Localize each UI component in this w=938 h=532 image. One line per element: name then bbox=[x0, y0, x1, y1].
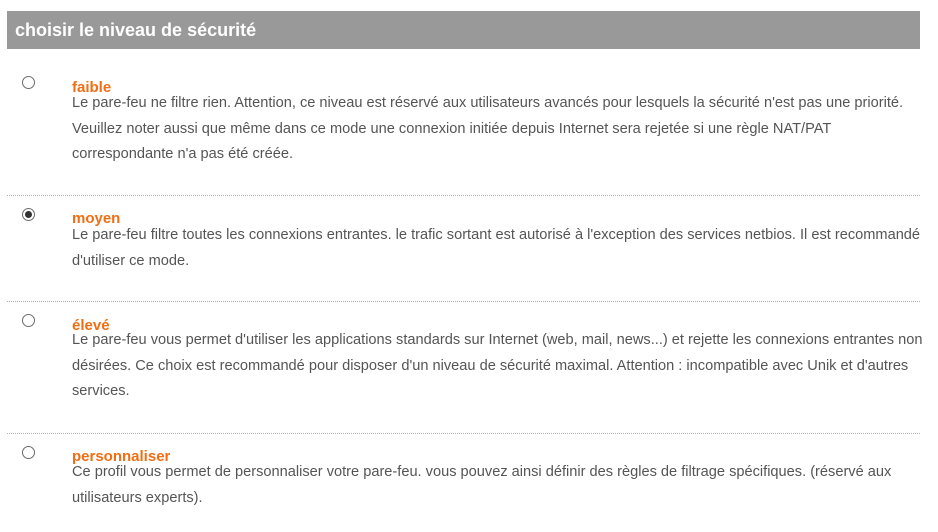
separator bbox=[7, 433, 920, 434]
option-description-personnaliser: Ce profil vous permet de personnaliser votre pare-feu. vous pouvez ainsi définir des règles de filtrage spécifiques. (réservé aux utilisateurs experts). bbox=[72, 464, 892, 506]
separator bbox=[7, 301, 920, 302]
radio-personnaliser[interactable] bbox=[22, 446, 35, 459]
separator bbox=[7, 195, 920, 196]
option-title-moyen: moyen bbox=[72, 210, 121, 227]
option-description-faible: Le pare-feu ne filtre rien. Attention, ce niveau est réservé aux utilisateurs avancés pour lesquels la sécurité n'est pas une priorité. Veuillez noter aussi que même dans ce mode une connexion initiée depuis Internet sera rejetée si une règle NAT/PAT correspondante n'a pas été créée. bbox=[72, 95, 904, 162]
section-header bbox=[7, 11, 920, 49]
option-description-eleve: Le pare-feu vous permet d'utiliser les applications standards sur Internet (web, mail, news...) et rejette les connexions entrantes non désirées. Ce choix est recommandé pour disposer d'un niveau de sécurité maximal. Attention : incompatible avec Unik et d'autres services. bbox=[72, 332, 923, 399]
option-title-faible: faible bbox=[72, 79, 112, 96]
option-title-personnaliser: personnaliser bbox=[72, 448, 171, 465]
option-description-moyen: Le pare-feu filtre toutes les connexions entrantes. le trafic sortant est autorisé à l'exception des services netbios. Il est recommandé d'utiliser ce mode. bbox=[72, 227, 921, 269]
radio-faible[interactable] bbox=[22, 76, 35, 89]
radio-eleve[interactable] bbox=[22, 314, 35, 327]
section-title: choisir le niveau de sécurité bbox=[15, 20, 257, 40]
radio-moyen[interactable] bbox=[22, 208, 35, 221]
option-title-eleve: élevé bbox=[72, 317, 110, 334]
